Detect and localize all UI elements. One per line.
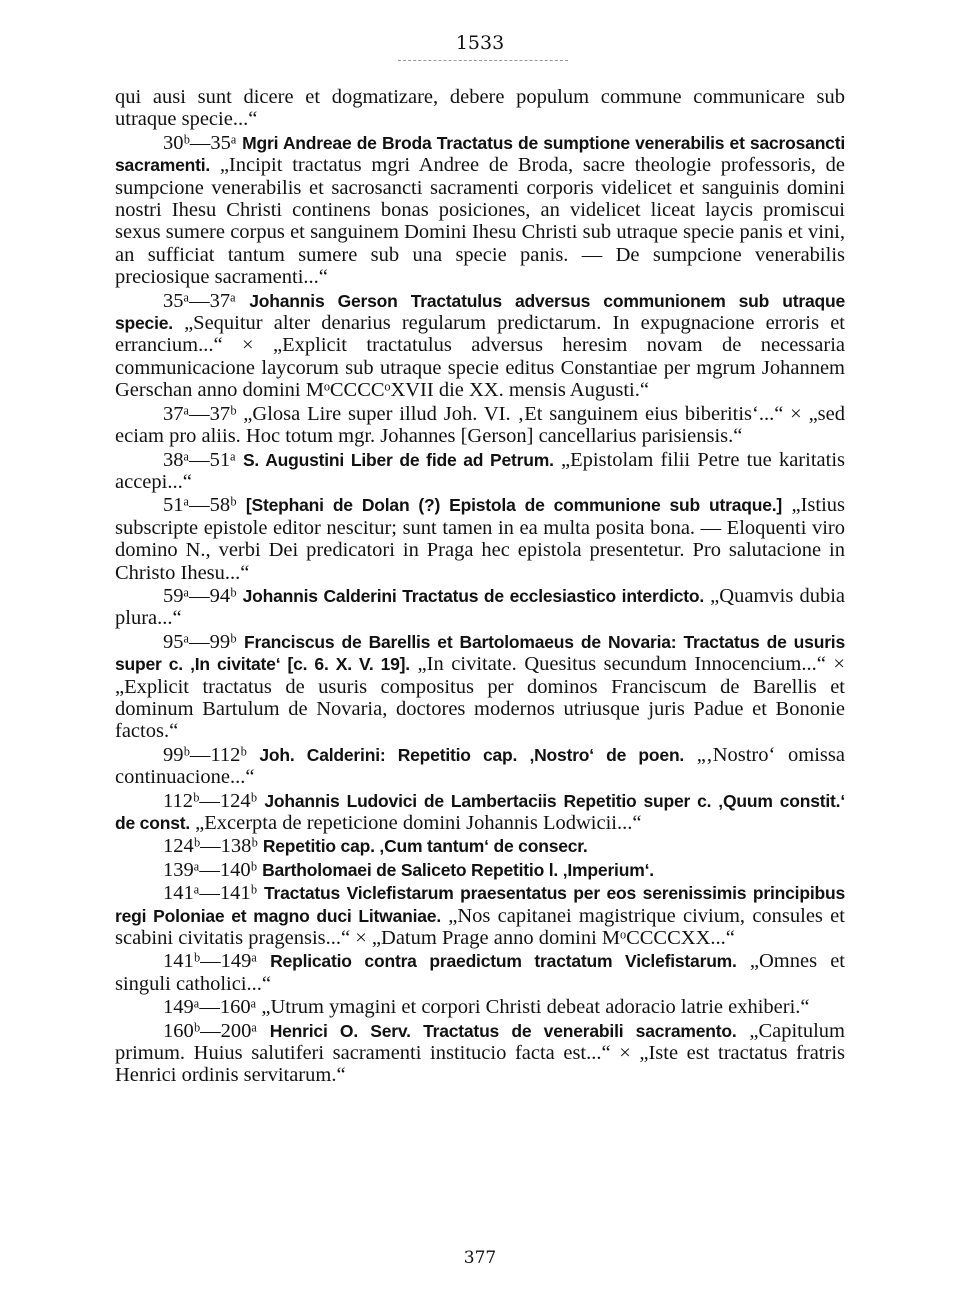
folio-range: 141ᵇ—149ᵃ <box>163 950 271 973</box>
catalog-entry <box>115 449 845 494</box>
entry-text: „Omnes et singuli catholici...“ <box>115 950 845 995</box>
folio-range: 149ᵃ—160ᵃ <box>163 996 262 1019</box>
catalog-entry <box>115 859 845 881</box>
entry-text: „Glosa Lire super illud Joh. VI. ‚Et sanguinem eius biberitis‘...“ × „sed eciam pro aliis. Hoc totum mgr. Johannes [Gerson] cancellarius parisiensis.“ <box>115 402 845 448</box>
folio-range: 38ᵃ—51ᵃ <box>163 448 243 471</box>
folio-range: 112ᵇ—124ᵇ <box>163 789 265 812</box>
folio-range: 124ᵇ—138ᵇ <box>163 835 263 858</box>
entry-title: Repetitio cap. ‚Cum tantum‘ de consecr. <box>262 836 588 857</box>
catalog-entry <box>115 996 845 1018</box>
entry-text: „Excerpta de repeticione domini Johannis Lodwicii...“ <box>190 812 642 834</box>
entry-title: [Stephani de Dolan (?) Epistola de communione sub utraque.] <box>245 495 783 516</box>
catalog-entry <box>115 835 845 857</box>
catalog-entry <box>115 585 845 630</box>
catalog-entry <box>115 1020 845 1087</box>
folio-range: 95ᵃ—99ᵇ <box>163 630 244 653</box>
entry-title: Henrici O. Serv. Tractatus de venerabili sacramento. <box>269 1020 737 1041</box>
catalog-entry <box>115 882 845 949</box>
catalog-entry <box>115 403 845 448</box>
folio-range: 139ᵃ—140ᵇ <box>163 858 263 881</box>
page-number-top: 1533 <box>455 32 505 54</box>
entry-title: Bartholomaei de Saliceto Repetitio l. ‚Imperium‘. <box>262 859 654 880</box>
entry-text: qui ausi sunt dicere et dogmatizare, debere populum commune communicare sub utraque specie...“ <box>115 86 845 131</box>
folio-range: 37ᵃ—37ᵇ <box>163 402 244 425</box>
entry-text: „Quamvis dubia plura...“ <box>115 584 845 630</box>
entry-title: Johannis Gerson Tractatulus adversus communionem sub utraque specie. <box>115 290 845 334</box>
entry-text: „In civitate. Quesitus secundum Innocencium...“ × „Explicit tractatus de usuris compositus per dominos Franciscum de Barellis et dominum Bartulum de Novaria, doctores modernos utriusque juris Padue et Bononie factos.“ <box>115 653 845 743</box>
catalog-entry <box>115 950 845 995</box>
entry-text: „Istius subscripte epistole editor nescitur; sunt tamen in ea multa posita bona. — Eloquenti viro domino N., verbi Dei predicatori in Praga hec epistola presentetur. Pro salutacione in Christo Ihesu...“ <box>115 494 845 584</box>
entry-title: Johannis Calderini Tractatus de ecclesiastico interdicto. <box>242 585 705 606</box>
entry-title: Franciscus de Barellis et Bartolomaeus de Novaria: Tractatus de usuris super c. ‚In civitate‘ [c. 6. X. V. 19]. <box>115 631 846 675</box>
folio-range: 51ᵃ—58ᵇ <box>163 494 246 517</box>
entry-title: Replicatio contra praedictum tractatum Viclefistarum. <box>270 951 737 972</box>
catalog-entry <box>115 290 845 402</box>
folio-range: 160ᵇ—200ᵃ <box>163 1019 270 1042</box>
entry-text: „Capitulum primum. Huius salutiferi sacramenti institucio facta est...“ × „Iste est tractatus fratris Henrici ordinis servitarum.“ <box>115 1019 845 1087</box>
entry-title: Joh. Calderini: Repetitio cap. ‚Nostro‘ de poen. <box>259 744 685 765</box>
catalog-entry <box>115 790 845 835</box>
entry-text: „‚Nostro‘ omissa continuacione...“ <box>115 743 845 789</box>
folio-range: 99ᵇ—112ᵇ <box>163 743 260 766</box>
entry-text: „Sequitur alter denarius regularum predictarum. In expugnacione erroris et errancium...“ × „Explicit tractatulus adversus heresim novam de necessaria communicacione laycorum sub utraque specie editus Constantiae per mgrum Johannem Gerschan anno domini MᵒCCCCᵒXVII die XX. mensis Augusti.“ <box>115 312 845 402</box>
entry-title: Johannis Ludovici de Lambertaciis Repetitio super c. ‚Quum constit.‘ de const. <box>115 790 845 833</box>
folio-range: 141ᵃ—141ᵇ <box>163 882 265 905</box>
entry-text: „Nos capitanei magistrique civium, consules et scabini civitatis pragensis...“ × „Datum Prage anno domini MᵒCCCCXX...“ <box>115 904 845 950</box>
entry-text: „Epistolam filii Petre tue karitatis accepi...“ <box>115 448 845 493</box>
header-rule <box>398 60 568 62</box>
entry-text: „Incipit tractatus mgri Andree de Broda, sacre theologie professoris, de sumpcione venerabilis et sacrosancti sacramenti corporis videlicet et sanguinis domini nostri Ihesu Christi continens bonas posiciones, an videlicet liceat laycis promiscui sexus sumere corpus et sanguinem Domini Ihesu Christi sub utraque specie panis et vini, an sufficiat tantum sumere sub una specie panis. — De sumpcione venerabilis preciosique sacramenti...“ <box>115 154 845 289</box>
catalog-entry <box>115 86 845 131</box>
folio-range: 59ᵃ—94ᵇ <box>163 584 243 607</box>
page-number-bottom: 377 <box>463 1248 497 1268</box>
catalog-body <box>115 86 845 1088</box>
entry-title: Tractatus Viclefistarum praesentatus per eos serenissimis principibus regi Poloniae et magno duci Litwaniae. <box>115 883 846 926</box>
catalog-entry <box>115 132 845 289</box>
folio-range: 35ᵃ—37ᵃ <box>163 289 250 312</box>
entry-title: Mgri Andreae de Broda Tractatus de sumptione venerabilis et sacrosancti sacramenti. <box>115 132 845 176</box>
entry-text: „Utrum ymagini et corpori Christi debeat adoracio latrie exhiberi.“ <box>261 996 810 1019</box>
entry-title: S. Augustini Liber de fide ad Petrum. <box>242 449 554 470</box>
catalog-entry <box>115 631 845 743</box>
catalog-entry <box>115 744 845 789</box>
folio-range: 30ᵇ—35ᵃ <box>163 131 243 154</box>
catalog-entry <box>115 494 845 584</box>
